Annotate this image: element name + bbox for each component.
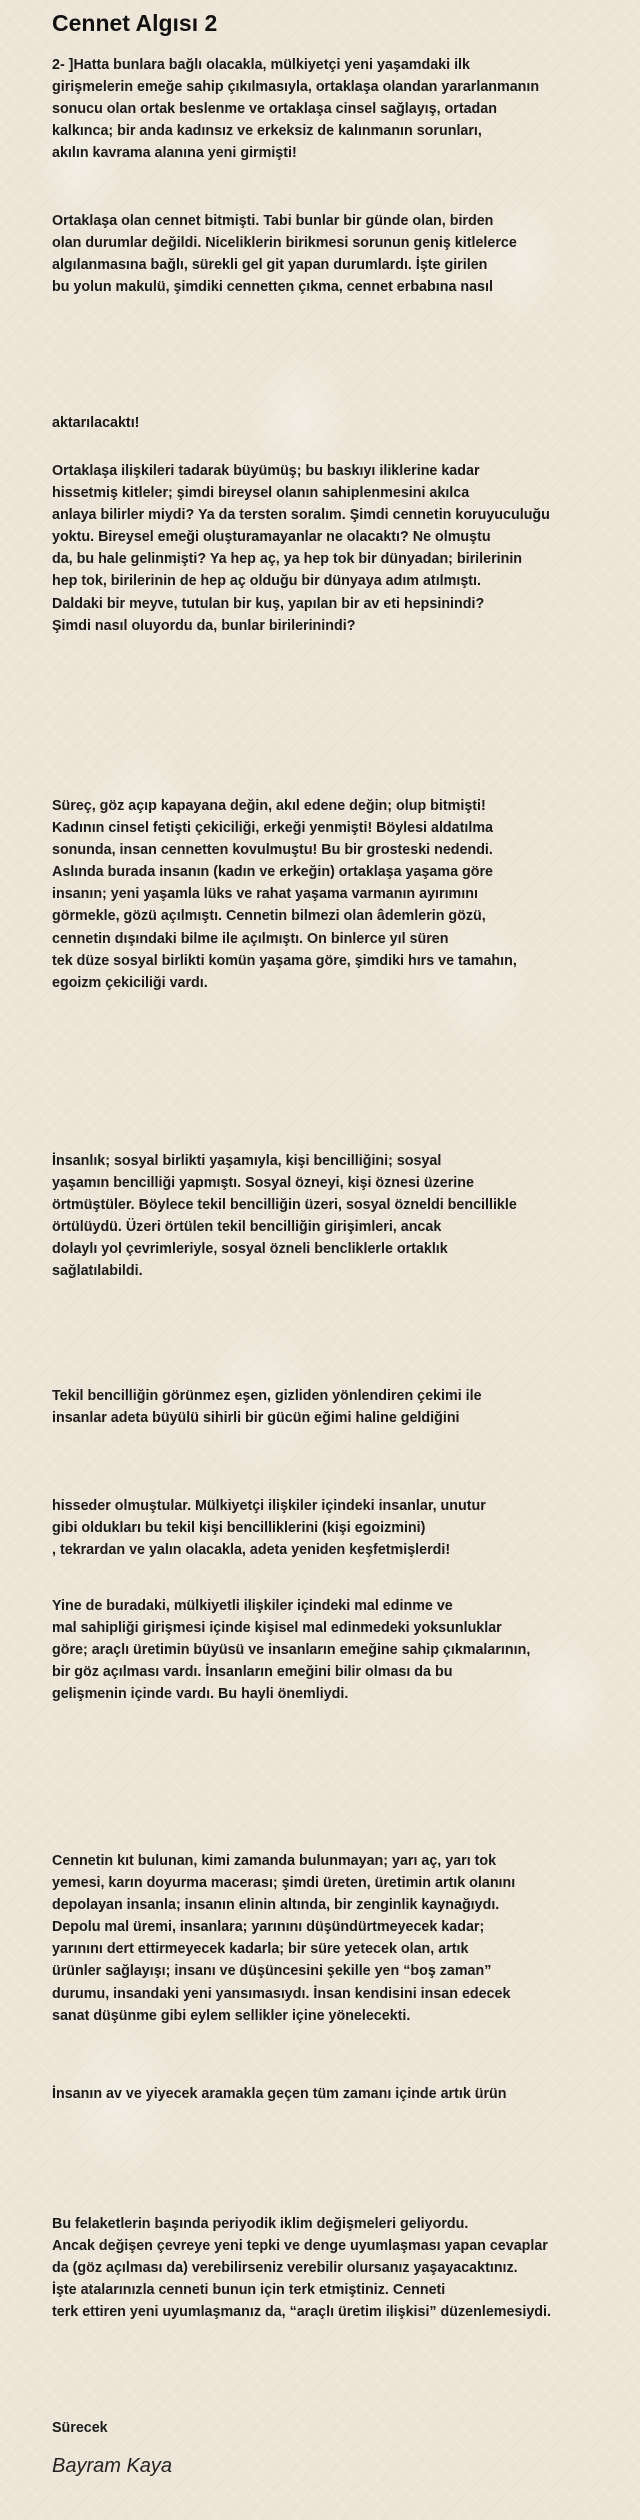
text-line: Aslında burada insanın (kadın ve erkeğin) ortaklaşa yaşama göre	[52, 864, 493, 881]
text-line: girişmelerin emeğe sahip çıkılmasıyla, ortaklaşa olandan yararlanmanın	[52, 79, 540, 96]
text-line: gelişmenin içinde vardı. Bu hayli önemliydi.	[52, 1686, 349, 1703]
continued-label: Sürecek	[52, 2420, 108, 2436]
text-line: bu yolun makulü, şimdiki cennetten çıkma, cennet erbabına nasıl	[52, 279, 493, 296]
text-line: cennetin dışındaki bilme ile açılmıştı. On binlerce yıl süren	[52, 930, 449, 947]
paragraph	[52, 2083, 637, 2105]
text-line: Depolu mal üremi, insanlara; yarınını düşündürtmeyecek kadar;	[52, 1919, 485, 1936]
text-line: yarınını dert ettirmeyecek kadarla; bir süre yetecek olan, artık	[52, 1941, 469, 1958]
page-title: Cennet Algısı 2	[52, 10, 218, 36]
paragraph	[52, 1385, 637, 1429]
author-name: Bayram Kaya	[52, 2455, 173, 2477]
text-line: algılanmasına bağlı, sürekli gel git yapan durumlardı. İşte girilen	[52, 257, 488, 274]
text-line: Yine de buradaki, mülkiyetli ilişkiler içindeki mal edinme ve	[52, 1598, 453, 1614]
text-line: depolayan insanla; insanın elinin altında, bir zenginlik kaynağıydı.	[52, 1897, 500, 1914]
text-line: durumu, insandaki yeni yansımasıydı. İnsan kendisini insan edecek	[52, 1985, 511, 2002]
text-line: 2- ]Hatta bunlara bağlı olacakla, mülkiyetçi yeni yaşamdaki ilk	[52, 57, 470, 73]
text-line: hissetmiş kitleler; şimdi bireysel olanın sahiplenmesini akılca	[52, 485, 470, 502]
text-line: Daldaki bir meyve, tutulan bir kuş, yapılan bir av eti hepsinindi?	[52, 595, 485, 612]
text-line: insanlar adeta büyülü sihirli bir gücün eğimi haline geldiğini	[52, 1410, 460, 1427]
paragraph	[52, 795, 637, 994]
text-line: bir göz açılması vardı. İnsanların emeğini bilir olması da bu	[52, 1664, 453, 1681]
paragraph	[52, 412, 637, 434]
text-line: tek düze sosyal birlikti komün yaşama göre, şimdiki hırs ve tamahın,	[52, 952, 517, 969]
text-line: Ortaklaşa olan cennet bitmişti. Tabi bunlar bir günde olan, birden	[52, 213, 494, 229]
text-line: da, bu hale gelinmişti? Ya hep aç, ya hep tok bir dünyadan; birilerinin	[52, 551, 523, 568]
text-line: sonunda, insan cennetten kovulmuştu! Bu bir grosteski nedendi.	[52, 842, 493, 859]
text-line: kalkınca; bir anda kadınsız ve erkeksiz de kalınmanın sorunları,	[52, 123, 482, 140]
text-line: örtmüştüler. Böylece tekil bencilliğin üzeri, sosyal özneldi bencillikle	[52, 1197, 517, 1214]
text-line: görmekle, gözü açılmıştı. Cennetin bilmezi olan âdemlerin gözü,	[52, 908, 486, 925]
paragraph	[52, 1595, 637, 1705]
paragraph	[52, 2213, 637, 2323]
text-line: , tekrardan ve yalın olacakla, adeta yeniden keşfetmişlerdi!	[52, 1542, 451, 1559]
text-line: İşte atalarınızla cenneti bunun için terk etmiştiniz. Cenneti	[52, 2282, 446, 2299]
text-line: hisseder olmuştular. Mülkiyetçi ilişkiler içindeki insanlar, unutur	[52, 1498, 486, 1514]
text-line: Şimdi nasıl oluyordu da, bunlar birilerinindi?	[52, 617, 356, 634]
text-line: İnsanlık; sosyal birlikti yaşamıyla, kişi bencilliğini; sosyal	[52, 1153, 442, 1169]
text-line: yaşamın bencilliği yapmıştı. Sosyal özneyi, kişi öznesi üzerine	[52, 1175, 474, 1192]
text-line: dolaylı yol çevrimleriyle, sosyal özneli bencliklerle ortaklık	[52, 1241, 448, 1258]
text-line: Ortaklaşa ilişkileri tadarak büyümüş; bu baskıyı iliklerine kadar	[52, 463, 480, 479]
text-line: sanat düşünme gibi eylem sellikler içine yönelecekti.	[52, 2007, 411, 2024]
text-line: da (göz açılması da) verebilirseniz verebilir olursanız yaşayacaktınız.	[52, 2260, 518, 2277]
text-line: sonucu olan ortak beslenme ve ortaklaşa cinsel sağlayış, ortadan	[52, 101, 497, 118]
text-line: ürünler sağlayışı; insanı ve düşüncesini şekille yen “boş zaman”	[52, 1963, 492, 1980]
text-line: aktarılacaktı!	[52, 415, 140, 431]
text-line: yemesi, karın doyurma macerası; şimdi üreten, üretimin artık olanını	[52, 1875, 516, 1892]
text-line: akılın kavrama alanına yeni girmişti!	[52, 145, 297, 162]
text-line: Bu felaketlerin başında periyodik iklim değişmeleri geliyordu.	[52, 2216, 469, 2232]
text-line: yoktu. Bireysel emeği oluşturamayanlar ne olacaktı? Ne olmuştu	[52, 529, 491, 546]
paragraph	[52, 1495, 637, 1561]
text-line: Tekil bencilliğin görünmez eşen, gizliden yönlendiren çekimi ile	[52, 1388, 482, 1404]
text-line: İnsanın av ve yiyecek aramakla geçen tüm zamanı içinde artık ürün	[52, 2086, 507, 2102]
text-line: gibi oldukları bu tekil kişi bencilliklerini (kişi egoizmini)	[52, 1520, 426, 1537]
text-line: hep tok, birilerinin de hep aç olduğu bir dünyaya adım atılmıştı.	[52, 573, 481, 590]
text-line: mal sahipliği girişmesi içinde kişisel mal edinmedeki yoksunluklar	[52, 1620, 502, 1637]
paragraph	[52, 1850, 637, 2027]
text-line: örtülüydü. Üzeri örtülen tekil bencilliğin girişimleri, ancak	[52, 1219, 442, 1236]
text-line: terk ettiren yeni uyumlaşmanız da, “araçlı üretim ilişkisi” düzenlemesiydi.	[52, 2304, 551, 2321]
paragraph	[52, 54, 637, 164]
text-line: anlaya bilirler miydi? Ya da tersten soralım. Şimdi cennetin koruyuculuğu	[52, 507, 550, 524]
text-line: Kadının cinsel fetişti çekiciliği, erkeği yenmişti! Böylesi aldatılma	[52, 820, 493, 837]
text-line: Ancak değişen çevreye yeni tepki ve denge uyumlaşması yapan cevaplar	[52, 2238, 548, 2255]
text-line: egoizm çekiciliği vardı.	[52, 974, 208, 991]
text-line: göre; araçlı üretimin büyüsü ve insanların emeğine sahip çıkmalarının,	[52, 1642, 531, 1659]
text-line: insanın; yeni yaşamla lüks ve rahat yaşama varmanın ayırımını	[52, 886, 478, 903]
paragraph	[52, 1150, 637, 1283]
text-line: olan durumlar değildi. Niceliklerin birikmesi sorunun geniş kitlelerce	[52, 235, 517, 252]
text-line: Süreç, göz açıp kapayana değin, akıl edene değin; olup bitmişti!	[52, 798, 486, 814]
text-line: Cennetin kıt bulunan, kimi zamanda bulunmayan; yarı aç, yarı tok	[52, 1853, 497, 1869]
text-line: sağlatılabildi.	[52, 1263, 143, 1280]
paragraph	[52, 210, 637, 298]
paragraph	[52, 460, 637, 637]
